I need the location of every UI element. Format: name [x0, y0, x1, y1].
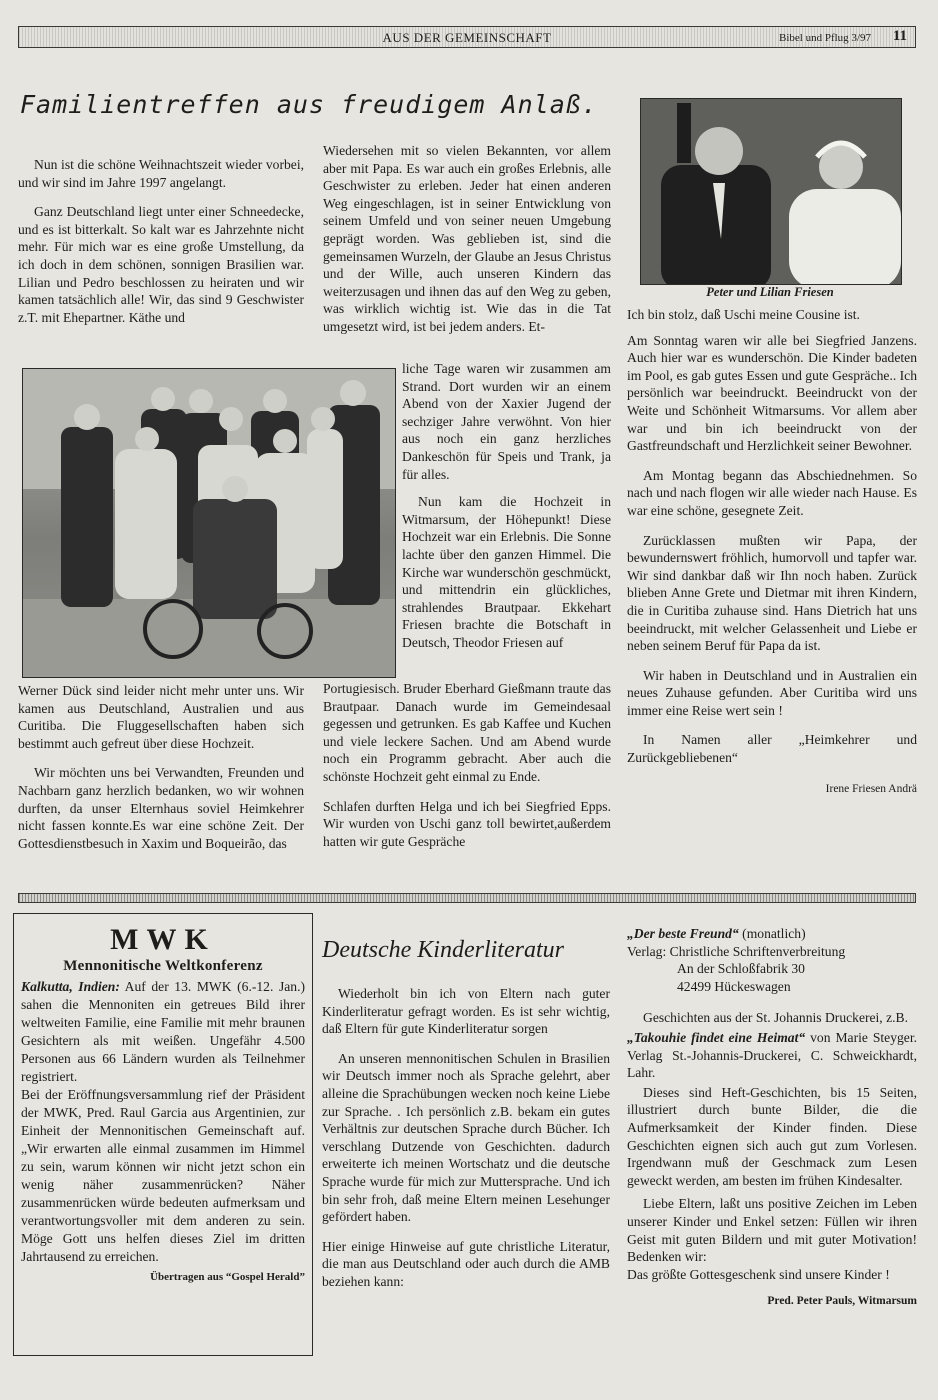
paragraph: Werner Dück sind leider nicht mehr unter uns. Wir kamen aus Deutschland, Australien und aus Curitiba. Die Fluggesellschaften haben sich bestimmt auch gefreut über diese Hochzeit. — [18, 683, 304, 751]
mwk-paragraph-1 — [21, 978, 305, 1086]
article-column-1-continued — [18, 682, 304, 864]
mwk-credit: Übertragen aus “Gospel Herald” — [150, 1271, 305, 1283]
page-number: 11 — [892, 28, 907, 44]
kinderliteratur-title: Deutsche Kinderliteratur — [322, 937, 564, 963]
paragraph: Zurücklassen mußten wir Papa, der bewundernswert fröhlich, humorvoll und tapfer war. Wir sind dankbar daß wir Ihn noch haben. Zurück blieben Anne Grete und Dietmar mit ihren Kindern, die in Curitiba zuhause sind. Hans Dietrich hat uns beeindruckt, mit welcher Gelassenheit und Liebe er neben seinem Beruf für Papa da ist. — [627, 532, 917, 654]
paragraph: Wiedersehen mit so vielen Bekannten, vor allem aber mit Papa. Es war auch ein großes Erlebnis, alle Geschwister zu erleben. Jeder hat einen anderen Weg eingeschlagen, ist in seiner Entwicklung von seinem Umfeld und von seiner neuen Umgebung geprägt worden. Was geblieben ist, sind die gemeinsamen Wurzeln, der Glaube an Jesus Christus und der Wille, auch unseren Kindern das weiterzusagen und ihnen das auf den Weg zu geben, was wirklich wichtig ist. Wie das in die Tat umgesetzt wird, ist bei jedem anders. Et- — [323, 143, 611, 334]
article-column-2-bottom — [323, 680, 611, 862]
kinderliteratur-column-1 — [322, 985, 610, 1303]
paragraph: Nun ist die schöne Weihnachtszeit wieder vorbei, und wir sind im Jahre 1997 angelangt. — [18, 157, 304, 190]
kinderliteratur-signature: Pred. Peter Pauls, Witmarsum — [767, 1295, 917, 1308]
family-group-photo — [22, 368, 396, 678]
paragraph: Am Sonntag waren wir alle bei Siegfried Janzens. Auch hier war es wunderschön. Die Kinder badeten im Pool, es gab gutes Essen und gute Gespräche.. Ich persönlich war beeindruckt. Beeindruckt von der Weite und Schönheit Witmarsums. Vor allem aber war und bin ich beeindruckt von der Gastfreundschaft und Herzlichkeit seiner Bewohner. — [627, 332, 917, 454]
kinderliteratur-column-2 — [627, 925, 917, 1311]
book-2-title: „Takouhie findet eine Heimat“ — [627, 1029, 806, 1045]
book-1-frequency: (monatlich) — [738, 926, 806, 941]
publisher-city: 42499 Hückeswagen — [677, 978, 791, 994]
paragraph: Wir haben in Deutschland und in Australien ein neues Zuhause gefunden. Aber Curitiba wird uns immer eine Reise wert sein ! — [627, 667, 917, 718]
paragraph: Portugiesisch. Bruder Eberhard Gießmann traute das Brautpaar. Danach wurde im Gemeindesaal gegessen und getrunken. Es gab Kaffee und Kuchen und viele leckere Sachen. Und am Abend wurde noch ein Programm gebracht. Aber auch die schönste Hochzeit geht einmal zu Ende. — [323, 681, 611, 784]
paragraph: Am Montag begann das Abschiednehmen. So nach und nach flogen wir alle wieder nach Hause. Es war eine schöne, gesegnete Zeit. — [627, 467, 917, 518]
publisher-street: An der Schloßfabrik 30 — [677, 961, 805, 977]
book-1-title: „Der beste Freund“ — [627, 926, 739, 941]
mwk-logo: MWK — [110, 923, 216, 956]
paragraph: Hier einige Hinweise auf gute christliche Literatur, die man aus Deutschland oder auch durch die AMB beziehen kann: — [322, 1238, 610, 1289]
group-photo-illustration — [23, 369, 395, 677]
dateline: Kalkutta, Indien: — [21, 979, 120, 994]
couple-photo-illustration — [641, 99, 901, 284]
paragraph: Ganz Deutschland liegt unter einer Schneedecke, und es ist bitterkalt. So kalt war es Jahrzehnte nicht mehr. Für mich war es eine große Umstellung, da ich doch in dem schönen, sonnigen Brasilien war. Lilian und Pedro beschlossen zu heiraten und wir kamen tatsächlich alle! Wir, das sind 9 Geschwister z.T. mit Ehepartner. Käthe und — [18, 204, 304, 325]
wedding-couple-photo — [640, 98, 902, 285]
section-title: AUS DER GEMEINSCHAFT — [382, 30, 552, 45]
paragraph: In Namen aller „Heimkehrer und Zurückgebliebenen“ — [627, 732, 917, 766]
article-column-3 — [627, 306, 917, 798]
mwk-box — [13, 913, 313, 1356]
paragraph: Dieses sind Heft-Geschichten, bis 15 Seiten, illustriert durch bunte Bilder, die die Aufmerksamkeit der Kinder finden. Diese Geschichten eignen sich auch gut zum Vorlesen. Irgendwann muß der Geschmack zum Lesen geweckt werden, am besten im frühen Kindesalter. — [627, 1084, 917, 1188]
paragraph — [627, 1029, 917, 1082]
section-divider — [18, 893, 916, 903]
article-column-2 — [323, 142, 611, 336]
mwk-subtitle: Mennonitische Weltkonferenz — [63, 958, 263, 974]
paragraph: Nun kam die Hochzeit in Witmarsum, der Höhepunkt! Diese Hochzeit war ein Erlebnis. Die Sonne lachte über den ganzen Himmel. Die Kirche war wunderschön geschmückt, und mittendrin ein glückliches, strahlendes Brautpaar. Ekkehart Friesen brachte die Botschaft in Deutsch, Theodor Friesen auf — [402, 494, 611, 650]
book-2-details: von Marie Steyger. Verlag St.-Johannis-Druckerei, C. Schweickhardt, Lahr. — [627, 1029, 918, 1081]
paragraph: Schlafen durften Helga und ich bei Siegfried Epps. Wir wurden von Uschi ganz toll bewirtet,außerdem hatten wir gute Gespräche — [323, 798, 611, 849]
paragraph: Geschichten aus der St. Johannis Druckerei, z.B. — [643, 1010, 909, 1026]
paragraph: Ich bin stolz, daß Uschi meine Cousine ist. — [627, 307, 860, 322]
book-1-title-line — [627, 925, 917, 943]
page-header — [18, 26, 916, 48]
article-column-1 — [18, 156, 304, 338]
paragraph: An unseren mennonitischen Schulen in Brasilien wir Deutsch immer noch als Sprache gelehrt, aber alleine die Sprachübungen wecken noch keine Liebe zur Sprache. . Ich persönlich z.B. bekam ein gutes Verhältnis zur deutschen Sprache durch Bücher. Ich verschlang Dutzende von Geschichten. dadurch erweiterte ich meinen Wortschatz und die deutsche Sprache wurde für mich zur Muttersprache. Und ich bin sehr froh, daß meine Eltern meinen Lesehunger gefördert haben. — [322, 1050, 610, 1225]
photo-caption: Peter und Lilian Friesen — [706, 285, 834, 299]
paragraph: liche Tage waren wir zusammen am Strand. Dort wurden wir an einem Abend von der Xaxier Jugend der sechziger Jahre verwöhnt. Von hier aus noch ein ganz herzliches Dankeschön für Speis und Trank, ja für alles. — [402, 361, 611, 482]
article-column-2-narrow — [402, 360, 611, 652]
paragraph: Das größte Gottesgeschenk sind unsere Kinder ! — [627, 1266, 890, 1282]
author-signature: Irene Friesen Andrä — [825, 782, 917, 795]
mwk-paragraph-2: Bei der Eröffnungsversammlung rief der Präsident der MWK, Pred. Raul Garcia aus Argentinien, zur Einheit der Mennonitischen Gemeinschaft auf. „Wir erwarten alle einmal zusammen im Himmel zu sein, warum können wir nicht jetzt schon ein wenig näher zusammenrücken? Näher zusammenrücken würde bedeuten aufmerksam und verantwortungsvoller mit dem anderen zu sein. Möge Gott uns helfen dieses Ziel im dritten Jahrtausend zu erreichen. — [21, 1087, 305, 1264]
paragraph: Liebe Eltern, laßt uns positive Zeichen im Leben unserer Kinder und Enkel setzen: Füllen wir ihren Geist mit guten Bildern und mit guter Motivation! Bedenken wir: — [627, 1196, 917, 1265]
article-title: Familientreffen aus freudigem Anlaß. — [20, 90, 598, 119]
paragraph: Wiederholt bin ich von Eltern nach guter Kinderliteratur gefragt worden. Es ist sehr wichtig, daß Eltern für gute Kinderliteratur sorgen — [322, 986, 610, 1037]
mwk-text: Auf der 13. MWK (6.-12. Jan.) sahen die Mennoniten ein getreues Bild ihrer weltweiten Familie, eine Familie mit mehr braunen Gesichtern als mit weißen. Ungefähr 4.500 Personen aus 66 Ländern wurden als Teilnehmer registriert. — [21, 979, 305, 1084]
paragraph: Wir möchten uns bei Verwandten, Freunden und Nachbarn ganz herzlich bedanken, wo wir wohnen durften, da unser Elternhaus soviel Heimkehrer nicht fassen konnte.Es war eine schöne Zeit. Der Gottesdienstbesuch in Xaxim und Boqueirão, das — [18, 765, 304, 851]
magazine-issue: Bibel und Pflug 3/97 — [779, 32, 871, 44]
publisher-name: Verlag: Christliche Schriftenverbreitung — [627, 943, 846, 959]
